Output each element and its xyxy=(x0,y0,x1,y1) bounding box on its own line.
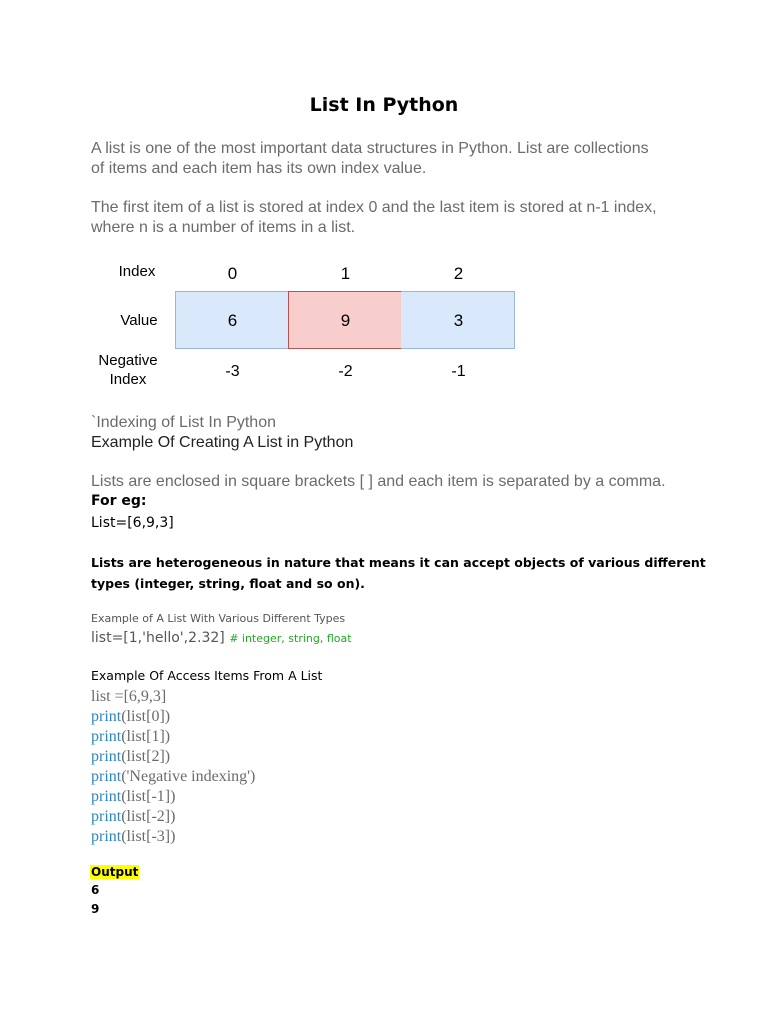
negative-cell-0: -3 xyxy=(225,363,240,380)
intro-line-1: A list is one of the most important data structures in Python. List are collections xyxy=(91,140,649,157)
code-line xyxy=(91,707,170,727)
row-label-negative-2: Index xyxy=(109,371,147,388)
code-line xyxy=(91,747,170,767)
intro-line-2: of items and each item has its own index value. xyxy=(91,160,427,177)
code-line xyxy=(91,807,175,827)
index-line-1: The first item of a list is stored at index 0 and the last item is stored at n-1 index, xyxy=(91,199,657,216)
diagram-caption: `Indexing of List In Python xyxy=(91,414,276,431)
output-value-0: 6 xyxy=(91,883,100,897)
index-line-2: where n is a number of items in a list. xyxy=(91,219,356,236)
negative-cell-2: -1 xyxy=(451,363,466,380)
code-argument: (list[0]) xyxy=(121,708,171,725)
code-print-keyword: print xyxy=(91,768,122,785)
types-comment: # integer, string, float xyxy=(229,632,352,645)
code-print-keyword: print xyxy=(91,788,122,805)
brackets-text: Lists are enclosed in square brackets [ ] and each item is separated by a comma. xyxy=(91,473,666,490)
negative-cell-1: -2 xyxy=(338,363,353,380)
code-line xyxy=(91,827,175,847)
for-eg-label: For eg: xyxy=(91,493,147,509)
types-code: list=[1,'hello',2.32] xyxy=(91,630,225,646)
code-argument: (list[-3]) xyxy=(121,828,176,845)
index-cell-2: 2 xyxy=(453,264,464,283)
types-code-line xyxy=(91,629,352,647)
page-title: List In Python xyxy=(309,94,459,116)
code-argument: (list[2]) xyxy=(121,748,171,765)
code-line xyxy=(91,787,175,807)
index-cell-1: 1 xyxy=(340,264,351,283)
code-assign: list =[6,9,3] xyxy=(91,688,167,705)
code-print-keyword: print xyxy=(91,748,122,765)
value-text-2: 3 xyxy=(453,311,464,330)
value-text-1: 9 xyxy=(340,311,351,330)
code-line xyxy=(91,727,170,747)
code-print-keyword: print xyxy=(91,808,122,825)
code-line xyxy=(91,767,255,787)
list-example: List=[6,9,3] xyxy=(91,515,174,531)
code-argument: (list[1]) xyxy=(121,728,171,745)
types-heading: Example of A List With Various Different Types xyxy=(91,612,346,625)
code-print-keyword: print xyxy=(91,708,122,725)
code-argument: (list[-2]) xyxy=(121,808,176,825)
code-argument: ('Negative indexing') xyxy=(121,768,256,785)
hetero-line-2: types (integer, string, float and so on). xyxy=(91,576,365,591)
value-text-0: 6 xyxy=(227,311,238,330)
access-heading: Example Of Access Items From A List xyxy=(91,668,323,683)
output-label: Output xyxy=(91,865,139,879)
index-cell-0: 0 xyxy=(227,264,238,283)
row-label-value: Value xyxy=(120,312,158,329)
row-label-index: Index xyxy=(118,263,156,280)
code-argument: (list[-1]) xyxy=(121,788,176,805)
hetero-line-1: Lists are heterogeneous in nature that means it can accept objects of various different xyxy=(91,555,706,570)
code-print-keyword: print xyxy=(91,728,122,745)
row-label-negative-1: Negative xyxy=(98,352,158,369)
output-value-1: 9 xyxy=(91,902,100,916)
code-print-keyword: print xyxy=(91,828,122,845)
example-heading: Example Of Creating A List in Python xyxy=(91,434,354,451)
